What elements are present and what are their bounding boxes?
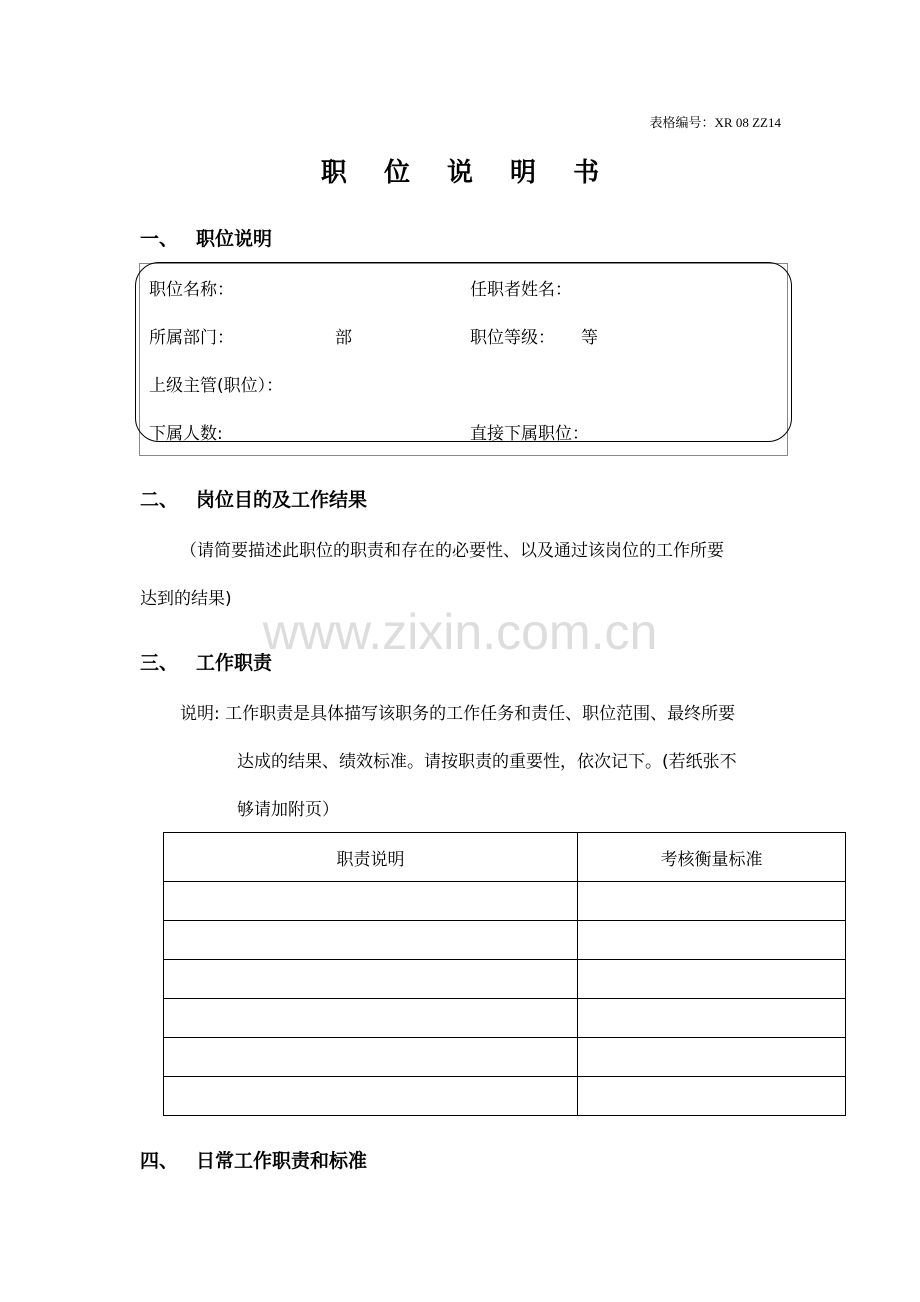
section-title: 职位说明 <box>196 228 273 250</box>
section-title: 岗位目的及工作结果 <box>196 489 368 511</box>
purpose-line-2: 达到的结果) <box>140 589 232 609</box>
table-row <box>164 1077 846 1116</box>
table-row <box>164 921 846 960</box>
table-row <box>164 960 846 999</box>
section-heading-4 <box>140 1146 367 1173</box>
section-title: 日常工作职责和标准 <box>196 1150 368 1172</box>
duties-note-line-2: 达成的结果、绩效标准。请按职责的重要性，依次记下。(若纸张不 <box>237 752 737 772</box>
section-number: 二、 <box>140 489 179 511</box>
duties-note-line-3: 够请加附页） <box>237 800 339 820</box>
form-code: 表格编号：XR 08 ZZ14 <box>649 115 781 130</box>
standard-cell[interactable] <box>578 960 846 999</box>
section-heading-1 <box>140 224 272 251</box>
standard-cell[interactable] <box>578 1038 846 1077</box>
standard-cell[interactable] <box>578 882 846 921</box>
purpose-line-1: （请简要描述此职位的职责和存在的必要性、以及通过该岗位的工作所要 <box>180 541 724 561</box>
duty-cell[interactable] <box>164 999 578 1038</box>
duty-cell[interactable] <box>164 921 578 960</box>
department-suffix: 部 <box>335 328 352 348</box>
supervisor-label: 上级主管(职位）： <box>149 376 284 396</box>
column-header-standard: 考核衡量标准 <box>578 833 846 882</box>
section-number: 四、 <box>140 1150 179 1172</box>
duties-note-line-1: 说明: 工作职责是具体描写该职务的工作任务和责任、职位范围、最终所要 <box>180 704 736 724</box>
page-title: 职 位 说 明 书 <box>320 158 614 188</box>
level-suffix: 等 <box>581 328 598 348</box>
standard-cell[interactable] <box>578 921 846 960</box>
department-label: 所属部门： <box>149 328 234 348</box>
table-row <box>164 882 846 921</box>
duty-cell[interactable] <box>164 1077 578 1116</box>
position-level-label: 职位等级： <box>470 328 555 348</box>
standard-cell[interactable] <box>578 999 846 1038</box>
section-heading-2 <box>140 485 367 512</box>
standard-cell[interactable] <box>578 1077 846 1116</box>
section-number: 一、 <box>140 228 179 250</box>
section-heading-3 <box>140 648 272 675</box>
watermark: www.zixin.com.cn <box>262 604 658 660</box>
section-title: 工作职责 <box>196 652 273 674</box>
incumbent-name-label: 任职者姓名： <box>470 280 572 300</box>
position-info-box <box>139 263 788 456</box>
section-number: 三、 <box>140 652 179 674</box>
duty-cell[interactable] <box>164 960 578 999</box>
table-row <box>164 999 846 1038</box>
duty-cell[interactable] <box>164 1038 578 1077</box>
table-row <box>164 1038 846 1077</box>
subordinate-count-label: 下属人数: <box>149 424 223 444</box>
position-name-label: 职位名称： <box>149 280 234 300</box>
column-header-duty: 职责说明 <box>164 833 578 882</box>
duty-table <box>163 832 846 1116</box>
table-header-row <box>164 833 846 882</box>
duty-cell[interactable] <box>164 882 578 921</box>
direct-subordinates-label: 直接下属职位： <box>470 424 589 444</box>
